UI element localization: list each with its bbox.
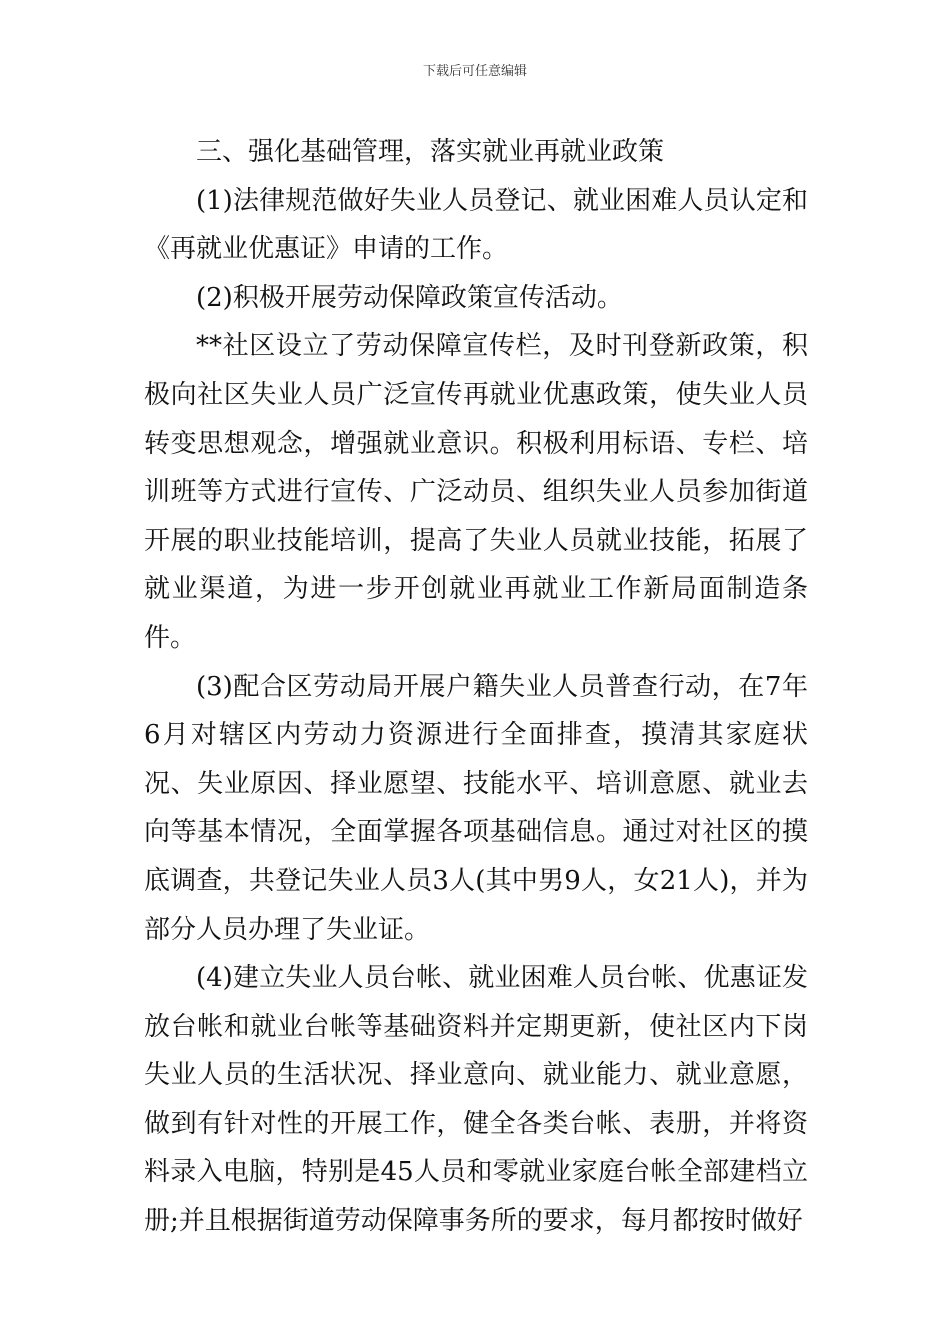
section-heading: 三、强化基础管理，落实就业再就业政策 bbox=[196, 137, 665, 167]
page-header-note: 下载后可任意编辑 bbox=[422, 64, 527, 79]
paragraph-2: (2)积极开展劳动保障政策宣传活动。 bbox=[196, 282, 623, 313]
paragraph-1: (1)法律规范做好失业人员登记、就业困难人员认定和《再就业优惠证》申请的工作。 bbox=[144, 185, 808, 265]
paragraph-5: (4)建立失业人员台帐、就业困难人员台帐、优惠证发放台帐和就业台帐等基础资料并定期更新，使社区内下岗失业人员的生活状况、择业意向、就业能力、就业意愿，做到有针对性的开展工作，健全各类台帐、表册，并将资料录入电脑，特别是45人员和零就业家庭台帐全部建档立册;并且根据街道劳动保障事务所的要求，每月都按时做好 bbox=[144, 963, 808, 1237]
paragraph-3: **社区设立了劳动保障宣传栏，及时刊登新政策，积极向社区失业人员广泛宣传再就业优惠政策，使失业人员转变思想观念，增强就业意识。积极利用标语、专栏、培训班等方式进行宣传、广泛动员、组织失业人员参加街道开展的职业技能培训，提高了失业人员就业技能，拓展了就业渠道，为进一步开创就业再就业工作新局面制造条件。 bbox=[144, 331, 808, 653]
document-body bbox=[144, 128, 808, 1246]
paragraph-4: (3)配合区劳动局开展户籍失业人员普查行动，在7年6月对辖区内劳动力资源进行全面排查，摸清其家庭状况、失业原因、择业愿望、技能水平、培训意愿、就业去向等基本情况，全面掌握各项基础信息。通过对社区的摸底调查，共登记失业人员3人(其中男9人，女21人)，并为部分人员办理了失业证。 bbox=[144, 671, 808, 945]
